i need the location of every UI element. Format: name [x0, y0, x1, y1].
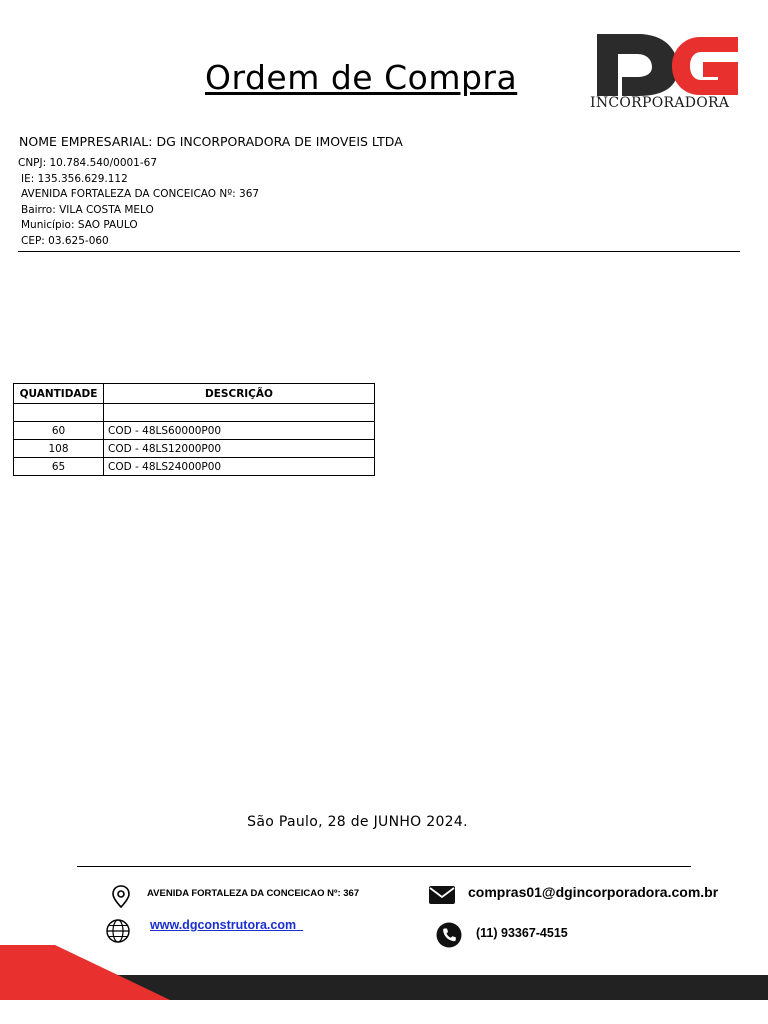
header-description: DESCRIÇÃO — [104, 384, 375, 404]
table-row-empty — [14, 404, 375, 422]
cep: CEP: 03.625-060 — [21, 234, 109, 247]
row-quantity: 60 — [14, 422, 104, 440]
footer-phone: (11) 93367-4515 — [476, 926, 568, 940]
signature-line — [77, 866, 691, 867]
row-description: COD - 48LS60000P00 — [104, 422, 375, 440]
city-date: São Paulo, 28 de JUNHO 2024. — [247, 814, 468, 830]
table-header-row — [14, 384, 375, 404]
footer-band — [0, 940, 768, 1024]
logo-wordmark: INCORPORADORA — [590, 95, 730, 111]
row-description: COD - 48LS24000P00 — [104, 458, 375, 476]
items-table — [13, 383, 375, 476]
bairro: Bairro: VILA COSTA MELO — [21, 203, 154, 216]
table-row — [14, 422, 375, 440]
company-address: AVENIDA FORTALEZA DA CONCEICAO Nº: 367 — [21, 188, 260, 201]
page-title: Ordem de Compra — [205, 58, 518, 97]
cnpj: CNPJ: 10.784.540/0001-67 — [18, 157, 158, 169]
row-description: COD - 48LS12000P00 — [104, 440, 375, 458]
location-pin-icon — [108, 884, 134, 910]
logo-letter-d — [597, 34, 678, 96]
logo-letter-g — [672, 37, 738, 95]
row-quantity: 65 — [14, 458, 104, 476]
envelope-icon — [428, 883, 456, 907]
municipio: Município: SAO PAULO — [21, 219, 138, 232]
table-row — [14, 458, 375, 476]
company-name: NOME EMPRESARIAL: DG INCORPORADORA DE IMOVEIS LTDA — [19, 134, 403, 149]
header-quantity: QUANTIDADE — [14, 384, 104, 404]
footer-address: AVENIDA FORTALEZA DA CONCEICAO Nº: 367 — [147, 888, 360, 899]
ie: IE: 135.356.629.112 — [21, 172, 128, 185]
row-quantity: 108 — [14, 440, 104, 458]
header-divider — [18, 251, 740, 252]
footer-email[interactable]: compras01@dgincorporadora.com.br — [468, 884, 719, 900]
company-details — [18, 156, 259, 250]
website-link[interactable]: www.dgconstrutora.com_ — [150, 918, 304, 932]
table-row — [14, 440, 375, 458]
